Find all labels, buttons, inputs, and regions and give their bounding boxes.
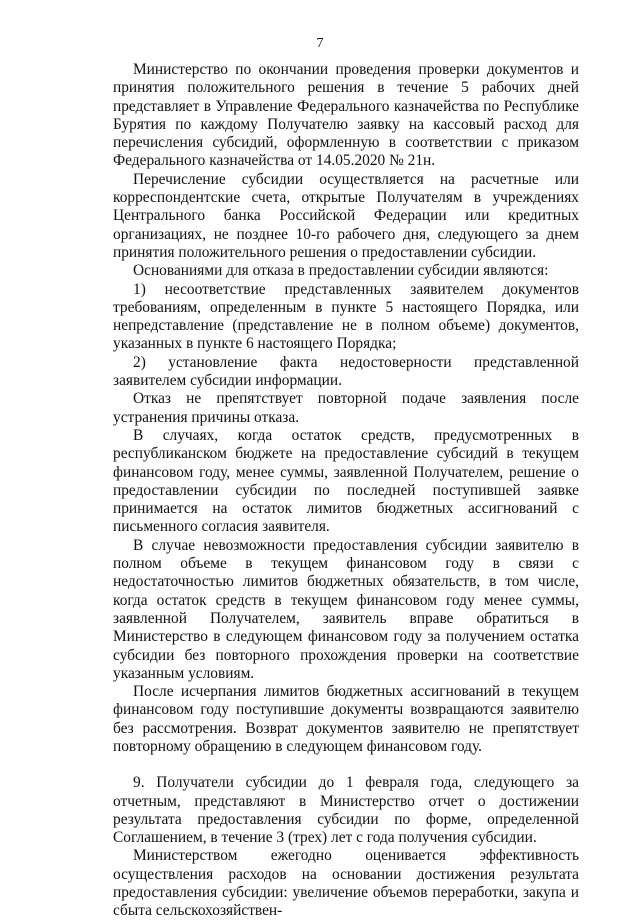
paragraph-subsidy-transfer: Перечисление субсидии осуществляется на расчетные или корреспондентские счета, открытые Получателям в учреждениях Центрального банка Российской Федерации или кредитных организациях, не позднее 10-го рабочего дня, следующего за днем принятия положительного решения о предоставлении субсидии. <box>113 170 579 261</box>
paragraph-refusal-ground-1: 1) несоответствие представленных заявителем документов требованиям, определенным в пункте 5 настоящего Порядка, или непредставление (представление не в полном объеме) документов, указанных в пункте 6 настоящего Порядка; <box>113 280 579 353</box>
paragraph-treasury-request: Министерство по окончании проведения проверки документов и принятия положительного решения в течение 5 рабочих дней представляет в Управление Федерального казначейства по Республике Бурятия по каждому Получателю заявку на кассовый расход для перечисления субсидий, оформленную в соответствии с приказом Федерального казначейства от 14.05.2020 № 21н. <box>113 61 579 170</box>
paragraph-refusal-ground-2: 2) установление факта недостоверности представленной заявителем субсидии информации. <box>113 353 579 390</box>
paragraph-remaining-funds: В случаях, когда остаток средств, предусмотренных в республиканском бюджете на предоставление субсидий в текущем финансовом году, менее суммы, заявленной Получателем, решение о предоставлении субсидии по последней поступившей заявке принимается на остаток лимитов бюджетных ассигнований с письменного согласия заявителя. <box>113 426 579 536</box>
document-body <box>113 61 579 921</box>
paragraph-refusal-grounds: Основаниями для отказа в предоставлении субсидии являются: <box>133 262 549 280</box>
page-number: 7 <box>316 36 324 51</box>
section-spacer <box>113 756 579 774</box>
paragraph-clause-9-report: 9. Получатели субсидии до 1 февраля года, следующего за отчетным, представляют в Министерство отчет о достижении результата предоставления субсидии по форме, определенной Соглашением, в течение 3 (трех) лет с года получения субсидии. <box>113 774 579 847</box>
paragraph-resubmission: Отказ не препятствует повторной подаче заявления после устранения причины отказа. <box>113 390 579 426</box>
paragraph-insufficient-limits: В случае невозможности предоставления субсидии заявителю в полном объеме в текущем финансовом году в связи с недостаточностью лимитов бюджетных обязательств, в том числе, когда остаток средств в текущем финансовом году менее суммы, заявленной Получателем, заявитель вправе обратиться в Министерство в следующем финансовом году за получением остатка субсидии без повторного прохождения проверки на соответствие указанным условиям. <box>113 536 579 682</box>
paragraph-documents-returned: После исчерпания лимитов бюджетных ассигнований в текущем финансовом году поступившие документы возвращаются заявителю без рассмотрения. Возврат документов заявителю не препятствует повторному обращению в следующем финансовом году. <box>113 683 579 755</box>
paragraph-efficiency-evaluation: Министерством ежегодно оценивается эффективность осуществления расходов на основании достижения результата предоставления субсидии: увеличение объемов переработки, закупа и сбыта сельскохозяйствен- <box>113 847 579 920</box>
